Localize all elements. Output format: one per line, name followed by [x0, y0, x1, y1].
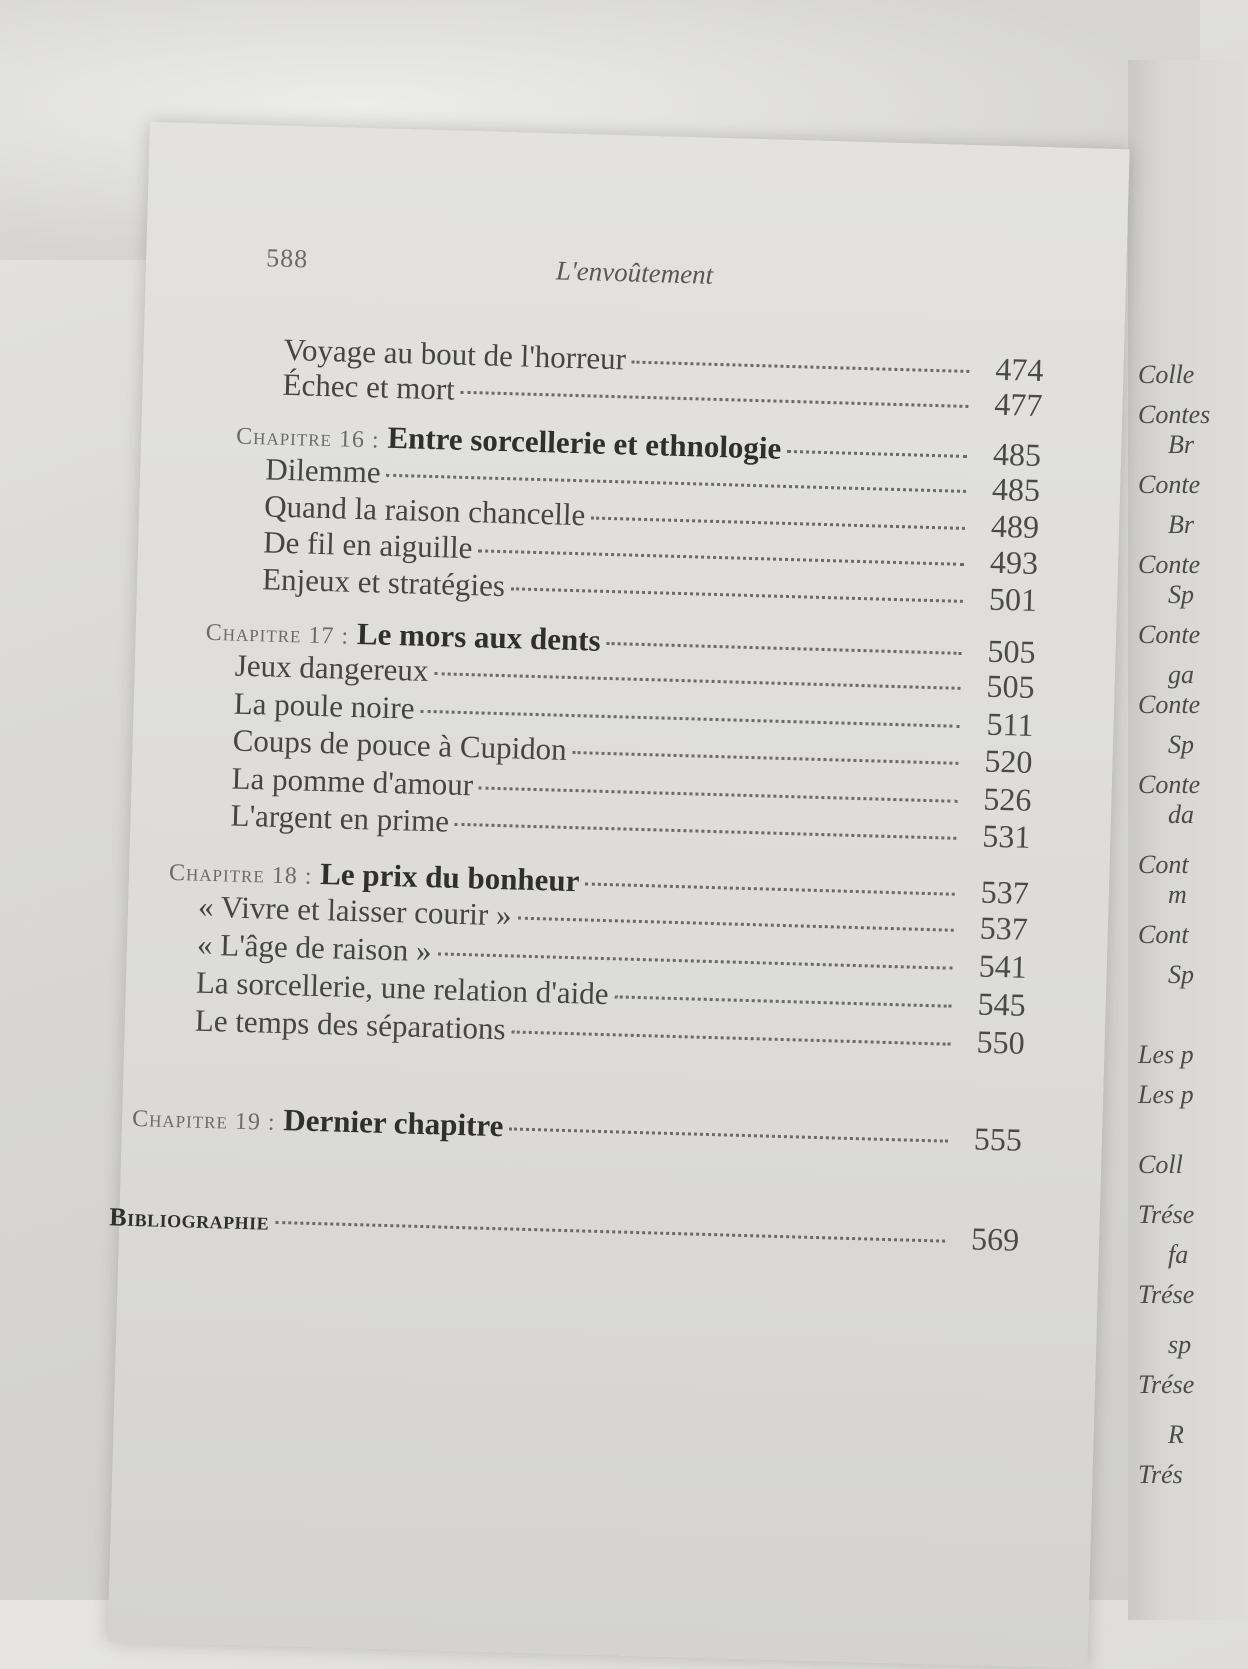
toc-label: « L'âge de raison » — [196, 926, 433, 969]
facing-page-text-fragment: Conte — [1138, 620, 1201, 649]
toc-page-number: 505 — [987, 632, 1037, 670]
toc-page-number: 489 — [990, 507, 1040, 545]
toc-page-number: 545 — [977, 985, 1027, 1023]
chapter-title: Le mors aux dents — [348, 615, 602, 658]
dot-leader — [511, 1030, 950, 1045]
toc-page-number: 505 — [986, 667, 1036, 705]
toc-label: Coups de pouce à Cupidon — [232, 722, 568, 767]
chapter-title: Entre sorcellerie et ethnologie — [379, 419, 782, 466]
dot-leader — [509, 1127, 948, 1142]
dot-leader — [591, 516, 965, 529]
toc-bibliography-row — [109, 1196, 1020, 1258]
dot-leader — [511, 587, 963, 603]
toc-page-number: 537 — [980, 873, 1030, 911]
toc-page-number: 474 — [994, 350, 1044, 389]
dot-leader — [585, 882, 954, 895]
dot-leader — [614, 995, 951, 1007]
dot-leader — [275, 1221, 945, 1243]
dot-leader — [478, 549, 964, 566]
toc-page-number: 526 — [982, 780, 1032, 818]
toc-label: La sorcellerie, une relation d'aide — [195, 964, 610, 1012]
chapter-number: Chapitre 18 : — [168, 859, 313, 890]
facing-page-text-fragment: Trése — [1138, 1200, 1195, 1229]
toc-page-number: 520 — [983, 742, 1033, 780]
facing-page-text-fragment: Conte — [1138, 690, 1201, 719]
facing-page-text-fragment: Les p — [1138, 1080, 1194, 1109]
toc-label: Quand la raison chancelle — [263, 488, 586, 533]
facing-page-text-fragment: da — [1168, 800, 1194, 829]
toc-label: « Vivre et laisser courir » — [197, 888, 512, 933]
toc-label: La pomme d'amour — [231, 760, 474, 803]
facing-page-text-fragment: Sp — [1168, 960, 1194, 989]
facing-page-text-fragment: ga — [1168, 660, 1194, 689]
toc-label: Dilemme — [264, 451, 382, 490]
dot-leader — [573, 751, 959, 765]
facing-page-text-fragment: Sp — [1168, 730, 1194, 759]
facing-page-text-fragment: sp — [1168, 1330, 1192, 1359]
chapter-number: Chapitre 19 : — [131, 1105, 276, 1136]
facing-page-text-fragment: Cont — [1138, 920, 1189, 949]
toc-chapter-row — [132, 1097, 1023, 1159]
dot-leader — [787, 450, 967, 458]
facing-page — [1128, 60, 1248, 1620]
facing-page-text-fragment: Conte — [1138, 770, 1201, 799]
facing-page-text-fragment: Trés — [1138, 1460, 1183, 1489]
page-number: 588 — [265, 243, 309, 274]
dot-leader — [479, 786, 957, 802]
dot-leader — [517, 917, 953, 932]
toc-page-number: 477 — [993, 385, 1043, 424]
dot-leader — [420, 710, 959, 728]
dot-leader — [606, 642, 961, 655]
facing-page-text-fragment: Les p — [1138, 1040, 1194, 1069]
dot-leader — [461, 391, 969, 408]
toc-page-number: 511 — [986, 705, 1035, 743]
running-title: L'envoûtement — [555, 255, 714, 290]
facing-page-text-fragment: fa — [1168, 1240, 1189, 1269]
facing-page-text-fragment: Sp — [1168, 580, 1194, 609]
dot-leader — [387, 474, 966, 493]
dot-leader — [455, 823, 956, 840]
toc-page-number: 485 — [991, 470, 1041, 508]
chapter-number: Chapitre 16 : — [235, 423, 381, 454]
chapter-title: Dernier chapitre — [275, 1101, 504, 1144]
toc-label: La poule noire — [233, 685, 415, 726]
facing-page-text-fragment: Br — [1168, 430, 1194, 459]
facing-page-text-fragment: Conte — [1138, 550, 1201, 579]
facing-page-text-fragment: Coll — [1138, 1150, 1183, 1179]
toc-page-number: 555 — [973, 1120, 1023, 1158]
toc-label: Jeux dangereux — [234, 647, 429, 688]
chapter-title: Le prix du bonheur — [312, 855, 580, 899]
facing-page-text-fragment: Br — [1168, 510, 1194, 539]
facing-page-text-fragment: Conte — [1138, 470, 1201, 499]
toc-page-number: 501 — [988, 580, 1038, 618]
book-page — [108, 122, 1130, 1669]
toc-label: Voyage au bout de l'horreur — [283, 331, 627, 377]
toc-page-number: 550 — [976, 1023, 1026, 1061]
toc-label — [132, 1098, 504, 1144]
facing-page-text-fragment: Contes — [1138, 400, 1211, 429]
toc-label: Enjeux et stratégies — [261, 561, 506, 604]
toc-label: Le temps des séparations — [194, 1002, 507, 1047]
facing-page-text-fragment: m — [1168, 880, 1187, 909]
facing-page-text-fragment: R — [1168, 1420, 1184, 1449]
dot-leader — [632, 361, 969, 373]
table-of-contents — [108, 122, 1130, 1649]
facing-page-text-fragment: Trése — [1138, 1370, 1195, 1399]
toc-label: Échec et mort — [282, 366, 456, 407]
toc-page-number: 569 — [970, 1220, 1020, 1258]
toc-page-number: 493 — [989, 543, 1039, 581]
facing-page-text-fragment: Colle — [1138, 360, 1195, 389]
toc-label: Bibliographie — [109, 1202, 270, 1236]
chapter-number: Chapitre 17 : — [205, 619, 350, 650]
toc-page-number: 485 — [992, 435, 1042, 474]
toc-label: L'argent en prime — [230, 797, 450, 839]
dot-leader — [434, 672, 960, 690]
toc-page-number: 537 — [979, 909, 1029, 947]
toc-page-number: 541 — [978, 947, 1028, 985]
facing-page-text-fragment: Trése — [1138, 1280, 1195, 1309]
facing-page-text-fragment: Cont — [1138, 850, 1189, 879]
toc-page-number: 531 — [981, 817, 1031, 855]
dot-leader — [437, 952, 952, 969]
toc-label: De fil en aiguille — [262, 524, 473, 566]
